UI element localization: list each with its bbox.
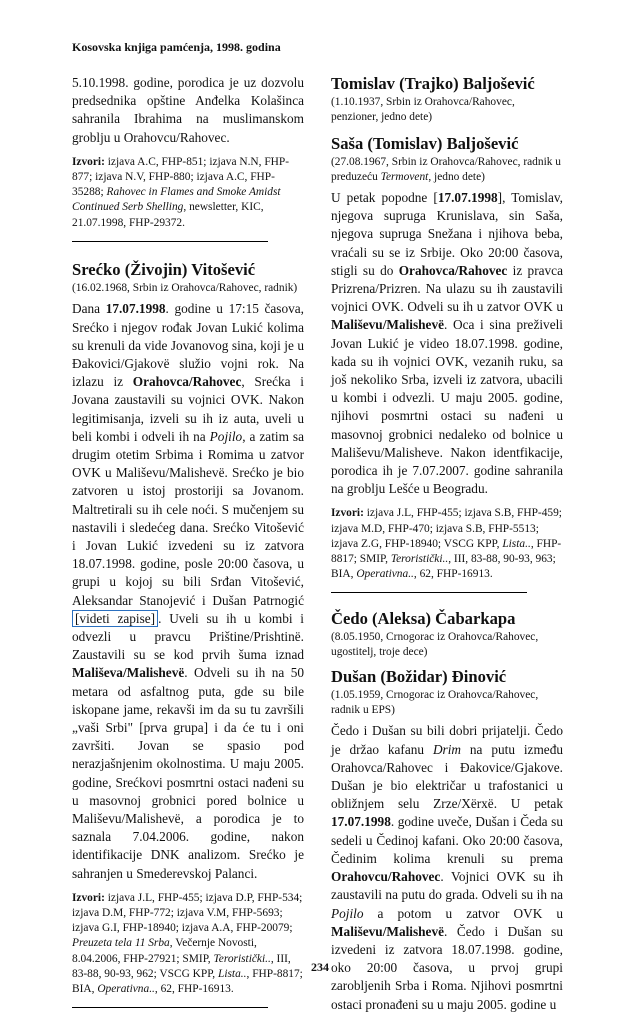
records-link[interactable]: [videti zapise] — [72, 610, 158, 627]
entry-sreko — [72, 260, 304, 1008]
place-italic: Pojilo — [209, 428, 243, 444]
entry-cedo — [331, 609, 563, 659]
place-italic: Drim — [432, 741, 462, 757]
entry-name: Srećko (Živojin) Vitošević — [72, 259, 256, 279]
text-run: , Srećka i Jovana zaustavili su vojnici OVK. Nakon legitimisanja, izveli su ih iz auta, uveli u beli kombi i odveli ih na — [72, 374, 304, 444]
intro-sources — [72, 155, 304, 231]
sources-text: , FHP-8817; SMIP, — [331, 537, 562, 566]
text-run: . Vojnici OVK su ih zaustavili na putu do grada. Odveli su ih na — [331, 869, 563, 903]
text-run: . Uveli su ih u kombi i odvezli u pravcu Prištine/Prishtinë. Zaustavili su se kod prvih šuma iznad — [72, 610, 304, 663]
section-divider — [72, 241, 268, 242]
entry-meta: (8.05.1950, Crnogorac iz Orahovca/Rahovec, ugostitelj, troje dece) — [331, 631, 539, 658]
text-run: iz pravca Prizrena/Prizren. Na ulazu su ih zaustavili vojnici OVK. Odveli su ih u zatvor OVK u — [331, 262, 563, 315]
meta-italic: Termovent — [380, 170, 429, 183]
sources-title: Rahovec in Flames and Smoke Amidst Continued Serb Shelling — [72, 186, 281, 214]
entry-name: Saša (Tomislav) Baljošević — [331, 134, 519, 153]
entry-tomislav — [331, 74, 563, 124]
sources-title: Lista.. — [218, 967, 247, 980]
intro-paragraph: 5.10.1998. godine, porodica je uz dozvolu predsednika opštine Anđelka Kolašinca sahranila Ibrahima na muslimanskom groblju u Orahovcu/Rahovec. — [72, 75, 304, 145]
entry-text — [331, 189, 563, 498]
text-run: . Odveli su ih na 50 metara od asfaltnog puta, gde su bile iskopane jame, rekavši im da su tu završili „vaši Srbi" [prva grupa] i da će tu i oni završiti. Jovan se spasio pod nerazjašnjenim okolnostima. U maju 2005. godine, Srećkovi posmrtni ostaci nađeni su u masovnoj grobnici pored bolnice u Mališevu/Malishevë, a porodica je to saznala 7.04.2006. godine, nakon identifikacije DNK analizom. Srećko je sahranjen u Smederevskoj Palanci. — [72, 665, 304, 881]
section-divider — [72, 1007, 268, 1008]
sources-title: Preuzeta tela 11 Srba — [72, 937, 170, 950]
section-divider — [331, 592, 527, 593]
text-run: a potom u zatvor OVK u — [363, 905, 563, 921]
text-run: . Oca i sina preživeli Jovan Lukić je video 18.07.1998. godine, kada su ih vojnici OVK, vezanih ruku, sa još nekoliko Srba, izveli iz zatvora, ubacili u kombi i odvezli. U maju 2005. godine, njihovi posmrtni ostaci su nađeni u masovnoj grobnici nedaleko od bolnice u Mališevu/Malisheve. Nakon identfikacije, porodica ih je 7.07.2007. godine sahranila na groblju Lešće u Beogradu. — [331, 317, 563, 497]
entry-meta: (1.10.1937, Srbin iz Orahovca/Rahovec, penzioner, jedno dete) — [331, 96, 515, 123]
text-run: Dana — [72, 301, 106, 317]
sources-text: , III, 83-88, 90-93, 963; BIA, — [331, 553, 556, 581]
entry-meta: (16.02.1968, Srbin iz Orahovca/Rahovec, radnik) — [72, 281, 298, 294]
text-run: . godine uveče, Dušan i Čeda su sedeli u Čedinoj kafani. Oko 20:00 časova, Čedinim kolima krenuli su prema — [331, 814, 563, 866]
text-run: ], Tomislav, njegova supruga Krunislava, sin Saša, njegova supruga Snežana i njihova beba, vraćali su se iz Srbije. Oko 20:00 časova, stigli su do — [331, 190, 563, 278]
text-run: . godine u 17:15 časova, Srećko i njegov rođak Jovan Lukić kolima su krenuli da vide Jovanovog sina, koji je u Đakovici/Gjakovë služio vojni rok. Na izlazu iz — [72, 301, 304, 390]
entry-text — [72, 300, 304, 883]
place: Mališeva/Malishevë — [72, 665, 185, 681]
sources-text: , 62, FHP-16913. — [413, 568, 493, 581]
sources-text: izjava J.L, FHP-455; izjava D.P, FHP-534; izjava D.M, FHP-772; izjava V.M, FHP-5693; izjava G.I, FHP-18940; izjava A.A, FHP-20079; — [72, 891, 303, 935]
left-column — [72, 74, 304, 1008]
entry-name: Dušan (Božidar) Đinović — [331, 667, 507, 687]
date: 17.07.1998 — [105, 301, 166, 317]
place: Orahovca/Rahovec — [398, 262, 508, 278]
sources-text: , 62, FHP-16913. — [154, 983, 234, 996]
text-run: , a zatim sa drugim otetim Srbima i Romima u zatvor OVK u Mališevu/Malishevë. Srećko je bio zatvoren u istoj prostoriji sa Jovanom. Maltretirali su ih cele noći. S mučenjem su nastavili i sledećeg dana. Srećko Vitošević i Jovan Lukić izvedeni su iz zatvora 18.07.1998. godine, posle 20:00 časova, u grupi u kojoj su bili Srđan Vitošević, Aleksandar Stanojević i Dušan Patrnogić — [72, 428, 304, 608]
date: 17.07.1998 — [331, 814, 391, 830]
entry-meta — [331, 155, 563, 184]
sources-text: , III, 83-88, 90-93, 962; VSCG KPP, — [72, 952, 291, 980]
page-number: 234 — [311, 960, 329, 974]
sources-title: Lista.. — [502, 537, 531, 550]
text-run: na putu između Orahovca/Rahovec i Đakovice/Gjakove. Dušan je bio električar u trafostanici u obližnjem selu Zrze/Xërxë. U petak — [331, 741, 563, 812]
place: Orahovca/Rahovec — [132, 374, 242, 390]
text-run: U petak popodne [ — [331, 190, 438, 205]
sources-title: Operativna.. — [97, 983, 155, 996]
right-column — [331, 74, 563, 1014]
sources-label: Izvori: — [331, 507, 364, 520]
running-header: Kosovska knjiga pamćenja, 1998. godina — [72, 40, 281, 54]
meta-text: , jedno dete) — [428, 170, 485, 183]
place: Mališevu/Malishevë — [331, 317, 445, 333]
sources-title: Teroristički.. — [390, 553, 449, 566]
entry-sasa — [331, 134, 563, 593]
entry-sources — [72, 891, 304, 997]
sources-text: izjava J.L, FHP-455; izjava S.B, FHP-459; izjava M.D, FHP-470; izjava S.B, FHP-5513; izjava Z.G, FHP-18940; VSCG KPP, — [331, 507, 562, 550]
sources-text: izjava A.C, FHP-851; izjava N.N, FHP-877; izjava N.V, FHP-880; izjava A.C, FHP-35288; — [72, 155, 290, 199]
sources-text: , FHP-8817; BIA, — [72, 967, 303, 996]
place-italic: Pojilo — [331, 905, 364, 921]
sources-title: Teroristički.. — [213, 952, 271, 965]
place: Mališevu/Malishevë — [331, 923, 445, 939]
entry-sources — [331, 506, 563, 582]
sources-text: , newsletter, KIC, 21.07.1998, FHP-29372. — [72, 201, 264, 229]
sources-label: Izvori: — [72, 891, 105, 904]
date: 17.07.1998 — [437, 190, 498, 205]
sources-label: Izvori: — [72, 155, 105, 168]
entry-name: Čedo (Aleksa) Čabarkapa — [331, 609, 516, 629]
place: Orahovcu/Rahovec — [331, 869, 441, 885]
meta-text: (27.08.1967, Srbin iz Orahovca/Rahovec, radnik u preduzeću — [331, 156, 561, 183]
text-run: . Čedo i Dušan su izvedeni iz zatvora 18.07.1998. godine, oko 20:00 časova, u prvoj grupi zarobljenih Srba i Roma. Njihovi posmrtni ostaci pronađeni su u maju 2005. godine u — [331, 923, 563, 1012]
text-run: Čedo i Dušan su bili dobri prijatelji. Čedo je držao kafanu — [331, 723, 563, 757]
sources-title: Operativna.. — [356, 568, 414, 581]
sources-text: , Večernje Novosti, 8.04.2006, FHP-27921; SMIP, — [72, 937, 257, 965]
entry-name: Tomislav (Trajko) Baljošević — [331, 74, 535, 93]
entry-meta: (1.05.1959, Crnogorac iz Orahovca/Rahovec, radnik u EPS) — [331, 689, 539, 716]
